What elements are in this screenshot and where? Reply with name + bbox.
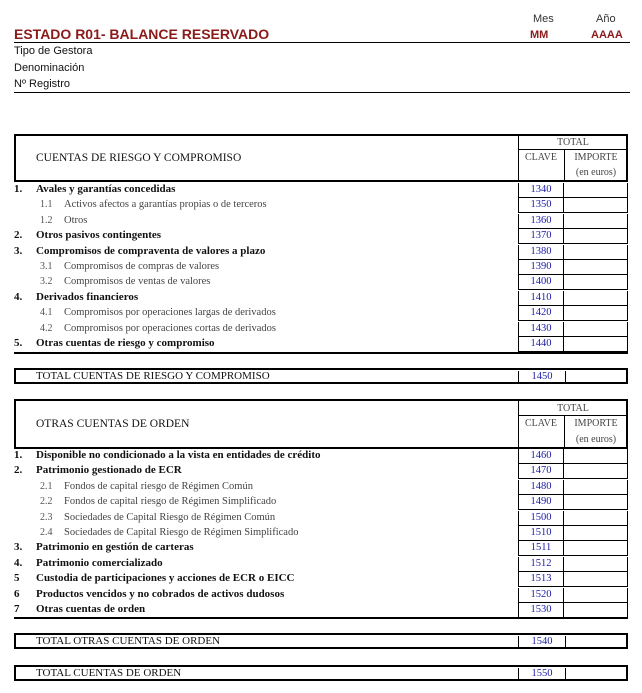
riesgo-total-row-code: 1450 [518, 371, 566, 383]
orden-header-box [14, 399, 628, 449]
row-number: 2.4 [40, 527, 53, 538]
importe-cell[interactable] [564, 260, 628, 275]
riesgo-title: CUENTAS DE RIESGO Y COMPROMISO [36, 152, 242, 164]
importe-cell[interactable] [564, 245, 628, 260]
importe-cell[interactable] [564, 337, 628, 352]
riesgo-euros-label: (en euros) [575, 167, 617, 178]
riesgo-row [14, 214, 628, 229]
orden-row [14, 541, 628, 556]
row-label: Otros [64, 214, 88, 226]
clave-cell [518, 526, 564, 541]
orden-importe-label: IMPORTE [574, 418, 618, 429]
clave-cell [518, 306, 564, 321]
row-label: Productos vencidos y no cobrados de activos dudosos [36, 587, 285, 600]
orden-row [14, 480, 628, 495]
importe-cell[interactable] [564, 291, 628, 306]
year-label: Año [596, 13, 616, 25]
row-label: Patrimonio gestionado de ECR [36, 464, 182, 477]
clave-code: 1380 [519, 246, 563, 260]
orden-row [14, 557, 628, 572]
row-label: Compromisos por operaciones cortas de derivados [64, 322, 276, 334]
row-label: Sociedades de Capital Riesgo de Régimen Común [64, 511, 276, 523]
clave-cell [518, 291, 564, 306]
row-number: 3. [14, 541, 23, 554]
header-rule [14, 42, 630, 43]
importe-cell[interactable] [564, 588, 628, 603]
riesgo-row [14, 337, 628, 352]
riesgo-row [14, 275, 628, 290]
clave-cell [518, 541, 564, 556]
importe-cell[interactable] [564, 198, 628, 213]
row-number: 7 [14, 603, 20, 615]
orden-total-label: TOTAL [557, 403, 589, 414]
importe-cell[interactable] [564, 449, 628, 464]
row-label: Derivados financieros [36, 290, 139, 303]
clave-cell [518, 495, 564, 510]
clave-code: 1511 [519, 542, 563, 556]
riesgo-bottom-rule [14, 352, 628, 354]
orden-bottom-rule [14, 617, 628, 619]
orden-total-row-code: 1540 [518, 636, 566, 648]
clave-code: 1510 [519, 527, 563, 541]
clave-cell [518, 275, 564, 290]
grand-total-code: 1550 [518, 668, 566, 680]
row-label: Activos afectos a garantías propias o de terceros [64, 199, 267, 211]
importe-cell[interactable] [564, 480, 628, 495]
clave-cell [518, 322, 564, 337]
riesgo-total-label: TOTAL [557, 137, 589, 148]
importe-cell[interactable] [564, 541, 628, 556]
clave-code: 1512 [519, 558, 563, 572]
clave-code: 1410 [519, 292, 563, 306]
importe-cell[interactable] [564, 464, 628, 479]
riesgo-total-row-label: TOTAL CUENTAS DE RIESGO Y COMPROMISO [36, 370, 270, 382]
clave-cell [518, 588, 564, 603]
orden-euros-label: (en euros) [575, 434, 617, 445]
clave-code: 1470 [519, 465, 563, 479]
row-number: 4. [14, 290, 23, 303]
row-label: Patrimonio comercializado [36, 556, 163, 569]
riesgo-row [14, 198, 628, 213]
importe-cell[interactable] [564, 183, 628, 198]
row-label: Otras cuentas de riesgo y compromiso [36, 337, 215, 349]
orden-clave-label: CLAVE [524, 418, 558, 429]
riesgo-row [14, 291, 628, 306]
clave-code: 1520 [519, 589, 563, 603]
row-label: Otros pasivos contingentes [36, 229, 162, 242]
year-value: AAAA [591, 29, 623, 41]
riesgo-importe-label: IMPORTE [574, 152, 618, 163]
row-label: Custodia de participaciones y acciones de ECR o EICC [36, 572, 295, 585]
clave-code: 1370 [519, 230, 563, 244]
row-label: Compromisos por operaciones largas de derivados [64, 307, 276, 319]
importe-cell[interactable] [564, 511, 628, 526]
month-value: MM [530, 29, 549, 41]
clave-cell [518, 198, 564, 213]
orden-row [14, 588, 628, 603]
importe-cell[interactable] [564, 557, 628, 572]
importe-cell[interactable] [564, 526, 628, 541]
clave-cell [518, 260, 564, 275]
row-label: Fondos de capital riesgo de Régimen Común [64, 480, 253, 492]
row-number: 3. [14, 244, 23, 257]
orden-total-row-label: TOTAL OTRAS CUENTAS DE ORDEN [36, 635, 221, 647]
row-number: 4.1 [40, 307, 53, 319]
row-label: Otras cuentas de orden [36, 603, 146, 615]
orden-row [14, 449, 628, 464]
clave-code: 1500 [519, 512, 563, 526]
importe-cell[interactable] [564, 214, 628, 229]
grand-total-label: TOTAL CUENTAS DE ORDEN [36, 667, 182, 679]
report-title: ESTADO R01- BALANCE RESERVADO [14, 26, 270, 42]
clave-code: 1340 [519, 184, 563, 198]
clave-cell [518, 245, 564, 260]
row-number: 5 [14, 572, 20, 585]
row-label: Sociedades de Capital Riesgo de Régimen Simplificado [64, 527, 299, 538]
clave-code: 1430 [519, 323, 563, 337]
row-number: 1.2 [40, 214, 53, 226]
clave-code: 1490 [519, 496, 563, 510]
clave-cell [518, 337, 564, 352]
row-number: 2. [14, 464, 23, 477]
orden-row [14, 572, 628, 587]
clave-cell [518, 183, 564, 198]
importe-cell[interactable] [564, 229, 628, 244]
clave-code: 1513 [519, 573, 563, 587]
row-number: 5. [14, 337, 23, 349]
clave-code: 1400 [519, 276, 563, 290]
riesgo-row [14, 260, 628, 275]
importe-cell[interactable] [564, 306, 628, 321]
clave-cell [518, 511, 564, 526]
orden-row [14, 464, 628, 479]
riesgo-row [14, 322, 628, 337]
row-label: Compromisos de compras de valores [64, 261, 220, 272]
field-tipo-gestora: Tipo de Gestora [14, 45, 93, 57]
orden-row [14, 603, 628, 618]
riesgo-header-box [14, 134, 628, 182]
riesgo-row [14, 245, 628, 260]
row-number: 3.1 [40, 261, 53, 272]
row-number: 3.2 [40, 276, 53, 288]
row-number: 2.2 [40, 496, 53, 508]
importe-cell[interactable] [564, 275, 628, 290]
clave-cell [518, 229, 564, 244]
field-registro: Nº Registro [14, 78, 70, 90]
riesgo-row [14, 229, 628, 244]
clave-code: 1420 [519, 307, 563, 321]
month-label: Mes [533, 13, 554, 25]
clave-cell [518, 449, 564, 464]
row-number: 4.2 [40, 322, 53, 334]
grand-total-row [14, 665, 628, 681]
row-label: Fondos de capital riesgo de Régimen Simplificado [64, 496, 277, 508]
clave-code: 1460 [519, 450, 563, 464]
riesgo-row [14, 306, 628, 321]
clave-code: 1480 [519, 481, 563, 495]
row-number: 2.1 [40, 480, 53, 492]
clave-cell [518, 557, 564, 572]
clave-code: 1440 [519, 338, 563, 352]
orden-rows [14, 449, 628, 619]
row-number: 2. [14, 229, 23, 242]
importe-cell[interactable] [564, 572, 628, 587]
header-rule-bottom [14, 92, 630, 93]
clave-cell [518, 603, 564, 618]
row-number: 1. [14, 183, 23, 195]
orden-title: OTRAS CUENTAS DE ORDEN [36, 418, 190, 430]
importe-cell[interactable] [564, 495, 628, 510]
clave-cell [518, 572, 564, 587]
riesgo-total-row [14, 368, 628, 384]
row-number: 4. [14, 556, 23, 569]
orden-total-row [14, 633, 628, 649]
orden-row [14, 511, 628, 526]
clave-code: 1350 [519, 199, 563, 213]
row-number: 1.1 [40, 199, 53, 211]
clave-cell [518, 464, 564, 479]
row-label: Patrimonio en gestión de carteras [36, 541, 194, 554]
riesgo-rows [14, 183, 628, 353]
clave-code: 1390 [519, 261, 563, 275]
field-denominacion: Denominación [14, 62, 85, 74]
clave-cell [518, 480, 564, 495]
row-label: Avales y garantías concedidas [36, 183, 176, 195]
orden-row [14, 526, 628, 541]
clave-code: 1530 [519, 604, 563, 618]
importe-cell[interactable] [564, 603, 628, 618]
orden-row [14, 495, 628, 510]
row-number: 2.3 [40, 511, 53, 523]
clave-code: 1360 [519, 215, 563, 229]
clave-cell [518, 214, 564, 229]
riesgo-row [14, 183, 628, 198]
row-label: Compromisos de compraventa de valores a plazo [36, 244, 266, 257]
importe-cell[interactable] [564, 322, 628, 337]
row-label: Compromisos de ventas de valores [64, 276, 211, 288]
riesgo-clave-label: CLAVE [524, 152, 558, 163]
row-label: Disponible no condicionado a la vista en entidades de crédito [36, 449, 321, 461]
row-number: 1. [14, 449, 23, 461]
row-number: 6 [14, 587, 20, 600]
